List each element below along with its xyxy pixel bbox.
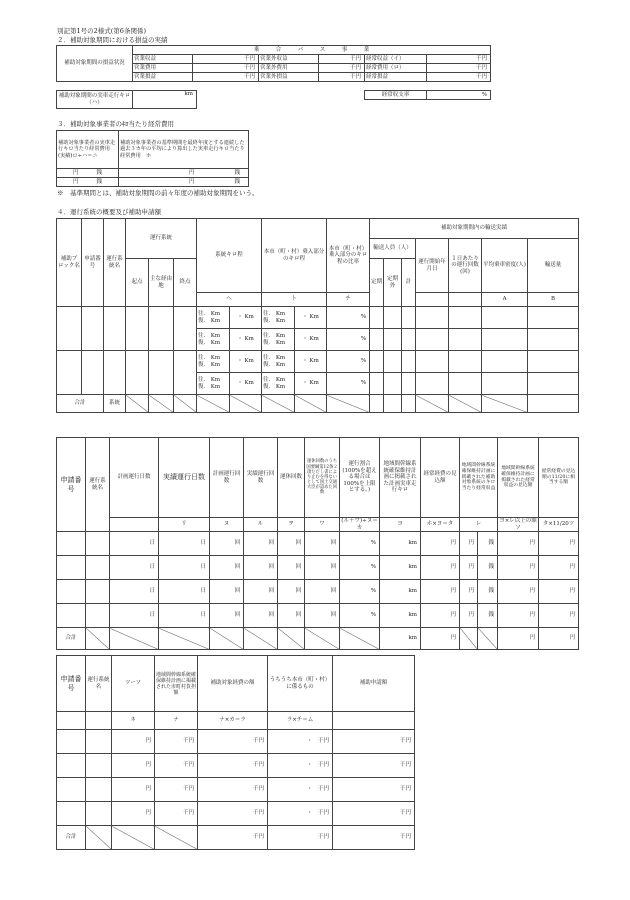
h-act-days: 実績運行日数 xyxy=(159,438,210,518)
pl-unit: 千円 xyxy=(427,73,491,82)
pl-cell: 営業外損益 xyxy=(259,73,319,82)
pl-cell: 経常収益（イ） xyxy=(365,55,427,64)
h-block: 補助ブロック名 xyxy=(57,219,82,307)
pl-unit: 千円 xyxy=(193,64,259,73)
h-plan-km: 地域間幹線系統確保維持計画に掲載された計画実車走行キロ xyxy=(380,438,421,518)
table-row: 円 千円 千円 ・ 千円 千円 xyxy=(57,730,415,754)
keito-label: 系統 xyxy=(104,395,126,413)
cost-actual-value: 円 銭 xyxy=(57,169,119,178)
cost-base-value: 円 銭 xyxy=(119,169,249,178)
h-terminus: 終点 xyxy=(174,259,197,307)
h-city-burden: 地域間幹線系統確保維持計画に掲載された市町村負担額 xyxy=(155,656,198,712)
table-row: 往． Km 復． Km ・ Km 往． Km 復． Km ・ Km % xyxy=(57,373,579,395)
pl-unit: 千円 xyxy=(319,64,365,73)
h-own-share: うちうち本市（町・村）に係るもの xyxy=(268,656,333,712)
table-row: 円 千円 千円 ・ 千円 千円 xyxy=(57,778,415,802)
h-transport: 補助対象期間内の輸送実績 xyxy=(370,219,579,239)
h-city-ratio: 本市（町・村）乗入部分のキロ程の比率 xyxy=(327,219,370,293)
h-suspended: 運休回数 xyxy=(278,438,305,518)
h-suspended-approved: 運休回数のうち国要綱第12条２項ただし書により止むを得ないとして国土交通大臣が認めた回数 xyxy=(305,438,340,518)
total-row: 合計 km 円 円 円 xyxy=(57,628,579,650)
l-chi: チ xyxy=(327,293,370,307)
table-row: 円 千円 千円 ・ 千円 千円 xyxy=(57,802,415,826)
h-run-rate: 運行割合(100%を超える場合は100%を上限とする。) xyxy=(340,438,380,518)
l-to: ト xyxy=(262,293,327,307)
h-teigai: 定期外 xyxy=(384,259,402,307)
h-app-no: 申請番号 xyxy=(57,438,86,532)
total-row xyxy=(57,395,579,413)
l-b: B xyxy=(528,293,579,307)
table-row: 円 千円 千円 ・ 千円 千円 xyxy=(57,754,415,778)
operation-table: 申請番号 運行系統名 計画運行日数 実績運行日数 計画運行回数 実績運行回数 運休回数 運休回数のうち国要綱第12条２項ただし書により止むを得ないとして国土交通大臣が認めた回数 運行割合(100%を超える場合は100%を上限とする。) 地域間幹線系統確保維持計画に掲載された計画実車走行キロ 経常経費の見込額 地域間幹線系統確保維持計画に掲載された補助対象系統のキロ当たり経常収益 地域間幹線系統確保維持計画に掲載された経常収益の見込額 経常経費の見込額の11/20に相当する額 リ ヌ ル ヲ ワ (ル＋ワ)÷ヌ＝カ ヨ ホ×ヨ＝タ レ ヨ×レ以上の額ソ タ×11/20ツ 日 日 回 回 回 回 % km 円 円 銭 円 円 日 日 回 回 回 回 % km 円 円 銭 円 円 日 日 回 回 回 回 % km 円 円 銭 円 円 日 日 回 回 回 回 % km 円 円 銭 円 円 合計 km 円 円 円 xyxy=(56,437,579,650)
h-plan-days: 計画運行日数 xyxy=(110,438,159,518)
l-a: A xyxy=(482,293,528,307)
h-origin: 起点 xyxy=(126,259,149,307)
pl-cell: 営業損益 xyxy=(133,73,193,82)
cost-actual-header: 補助対象事業者の実車走行キロ当たり経常費用(実績)ロ÷ハ＝ニ xyxy=(57,131,119,169)
h-rev-estimate: 地域間幹線系統確保維持計画に掲載された経常収益の見込額 xyxy=(498,438,539,518)
km-unit: km xyxy=(133,91,197,109)
h-route-name: 運行系統名 xyxy=(86,438,110,532)
pl-unit: 千円 xyxy=(427,55,491,64)
cost-per-km-table xyxy=(56,130,249,187)
section-3-title: ３．補助対象事業者のｷﾛ当たり経常費用 xyxy=(57,120,174,128)
pl-unit: 千円 xyxy=(193,55,259,64)
h-apply: 補助申請額 xyxy=(333,656,415,712)
table-row: 日 日 回 回 回 回 % km 円 円 銭 円 円 xyxy=(57,580,579,604)
h-route-name: 運行系統名 xyxy=(86,656,112,712)
section-4-title: ４．運行系統の概要及び補助申請額 xyxy=(57,208,161,216)
pl-unit: 千円 xyxy=(319,55,365,64)
subsidy-table: 申請番号 運行系統名 ツーソ 地域間幹線系統確保維持計画に掲載された市町村負担額 補助対象経費の額 うちうち本市（町・村）に係るもの 補助申請額 ネ ナ ナ×カ＝ラ ラ×チ＝ム 円 千円 千円 ・ 千円 千円 円 千円 千円 ・ 千円 千円 円 千円 千円 ・ 千円 千円 円 千円 千円 ・ 千円 千円 合計 千円 千円 千円 xyxy=(56,655,415,850)
pl-cell: 経常費用（ロ） xyxy=(365,64,427,73)
h-cost-estimate: 経常経費の見込額 xyxy=(421,438,460,518)
ratio-unit: % xyxy=(427,91,491,100)
profit-loss-table xyxy=(56,45,491,82)
pl-cell: 営業費用 xyxy=(133,64,193,73)
cost-base-header: 補助対象事業者の基準期間を最終年度とする連続した過去３カ年の平均により算出した実車走行キロ当たり経常費用 ホ xyxy=(119,131,249,169)
total-label: 合計 xyxy=(57,395,104,413)
blank xyxy=(416,293,449,307)
total-label: 合計 xyxy=(57,628,86,650)
h-via: 主な経由地 xyxy=(149,259,174,307)
pl-cell: 経常損益 xyxy=(365,73,427,82)
cost-base-value: 円 銭 xyxy=(119,178,249,187)
table-row: 往． Km 復． Km ・ Km 往． Km 復． Km ・ Km % xyxy=(57,351,579,373)
pl-cell: 営業収益 xyxy=(133,55,193,64)
form-title: 別記第1号の2様式(第6条関係) xyxy=(57,27,146,35)
h-app-no: 申請番号 xyxy=(82,219,104,307)
blank xyxy=(449,293,482,307)
ratio-table xyxy=(364,90,491,100)
h-tsuso: ツーソ xyxy=(112,656,155,712)
total-row: 合計 千円 千円 千円 xyxy=(57,826,415,850)
table-row: 日 日 回 回 回 回 % km 円 円 銭 円 円 xyxy=(57,556,579,580)
h-avg-density: 平均乗車密度(人) xyxy=(482,239,528,293)
h-km: 系統キロ程 xyxy=(197,219,262,293)
km-table xyxy=(56,90,197,109)
h-plan-count: 計画運行回数 xyxy=(210,438,244,518)
h-rev-per-km: 地域間幹線系統確保維持計画に掲載された補助対象系統のキロ当たり経常収益 xyxy=(460,438,498,518)
h-city-km: 本市（町・村）乗入部分のキロ程 xyxy=(262,219,327,293)
pl-unit: 千円 xyxy=(427,64,491,73)
pl-top-header: 乗 合 バ ス 事 業 xyxy=(133,46,491,55)
km-label: 補助対象期間の実車走行キロ（ハ） xyxy=(57,91,133,109)
h-volume: 輸送量 xyxy=(528,239,579,293)
table-row: 往． Km 復． Km ・ Km 往． Km 復． Km ・ Km % xyxy=(57,307,579,329)
h-base-cost: 補助対象経費の額 xyxy=(198,656,268,712)
h-app-no: 申請番号 xyxy=(57,656,86,712)
h-act-count: 実績運行回数 xyxy=(244,438,278,518)
ratio-label: 経常収支率 xyxy=(365,91,427,100)
h-start-date: 運行開始年月日 xyxy=(416,239,449,293)
route-overview-table xyxy=(56,218,579,413)
table-row: 往． Km 復． Km ・ Km 往． Km 復． Km ・ Km % xyxy=(57,329,579,351)
l-he: ヘ xyxy=(197,293,262,307)
h-cap: 経常経費の見込額の11/20に相当する額 xyxy=(539,438,579,518)
pl-unit: 千円 xyxy=(319,73,365,82)
total-label: 合計 xyxy=(57,826,86,850)
h-route-name: 運行系統名 xyxy=(104,219,126,307)
base-period-note: ※ 基準期間とは、補助対象期間の前々年度の補助対象期間をいう。 xyxy=(57,189,259,197)
h-daily-runs: １日あたりの運行回数(回) xyxy=(449,239,482,293)
h-route: 運行系統 xyxy=(126,219,197,259)
table-row: 日 日 回 回 回 回 % km 円 円 銭 円 円 xyxy=(57,604,579,628)
pl-cell: 営業外費用 xyxy=(259,64,319,73)
h-teiki: 定期 xyxy=(370,259,384,307)
section-2-title: ２．補助対象期間における損益の実績 xyxy=(57,36,168,44)
h-people: 輸送人員（人） xyxy=(370,239,416,259)
cost-actual-value: 円 銭 xyxy=(57,178,119,187)
h-kei: 計 xyxy=(402,259,416,307)
pl-unit: 千円 xyxy=(193,73,259,82)
table-row: 日 日 回 回 回 回 % km 円 円 銭 円 円 xyxy=(57,532,579,556)
pl-cell: 営業外収益 xyxy=(259,55,319,64)
pl-row-label: 補助対象期間の損益状況 xyxy=(57,46,133,82)
